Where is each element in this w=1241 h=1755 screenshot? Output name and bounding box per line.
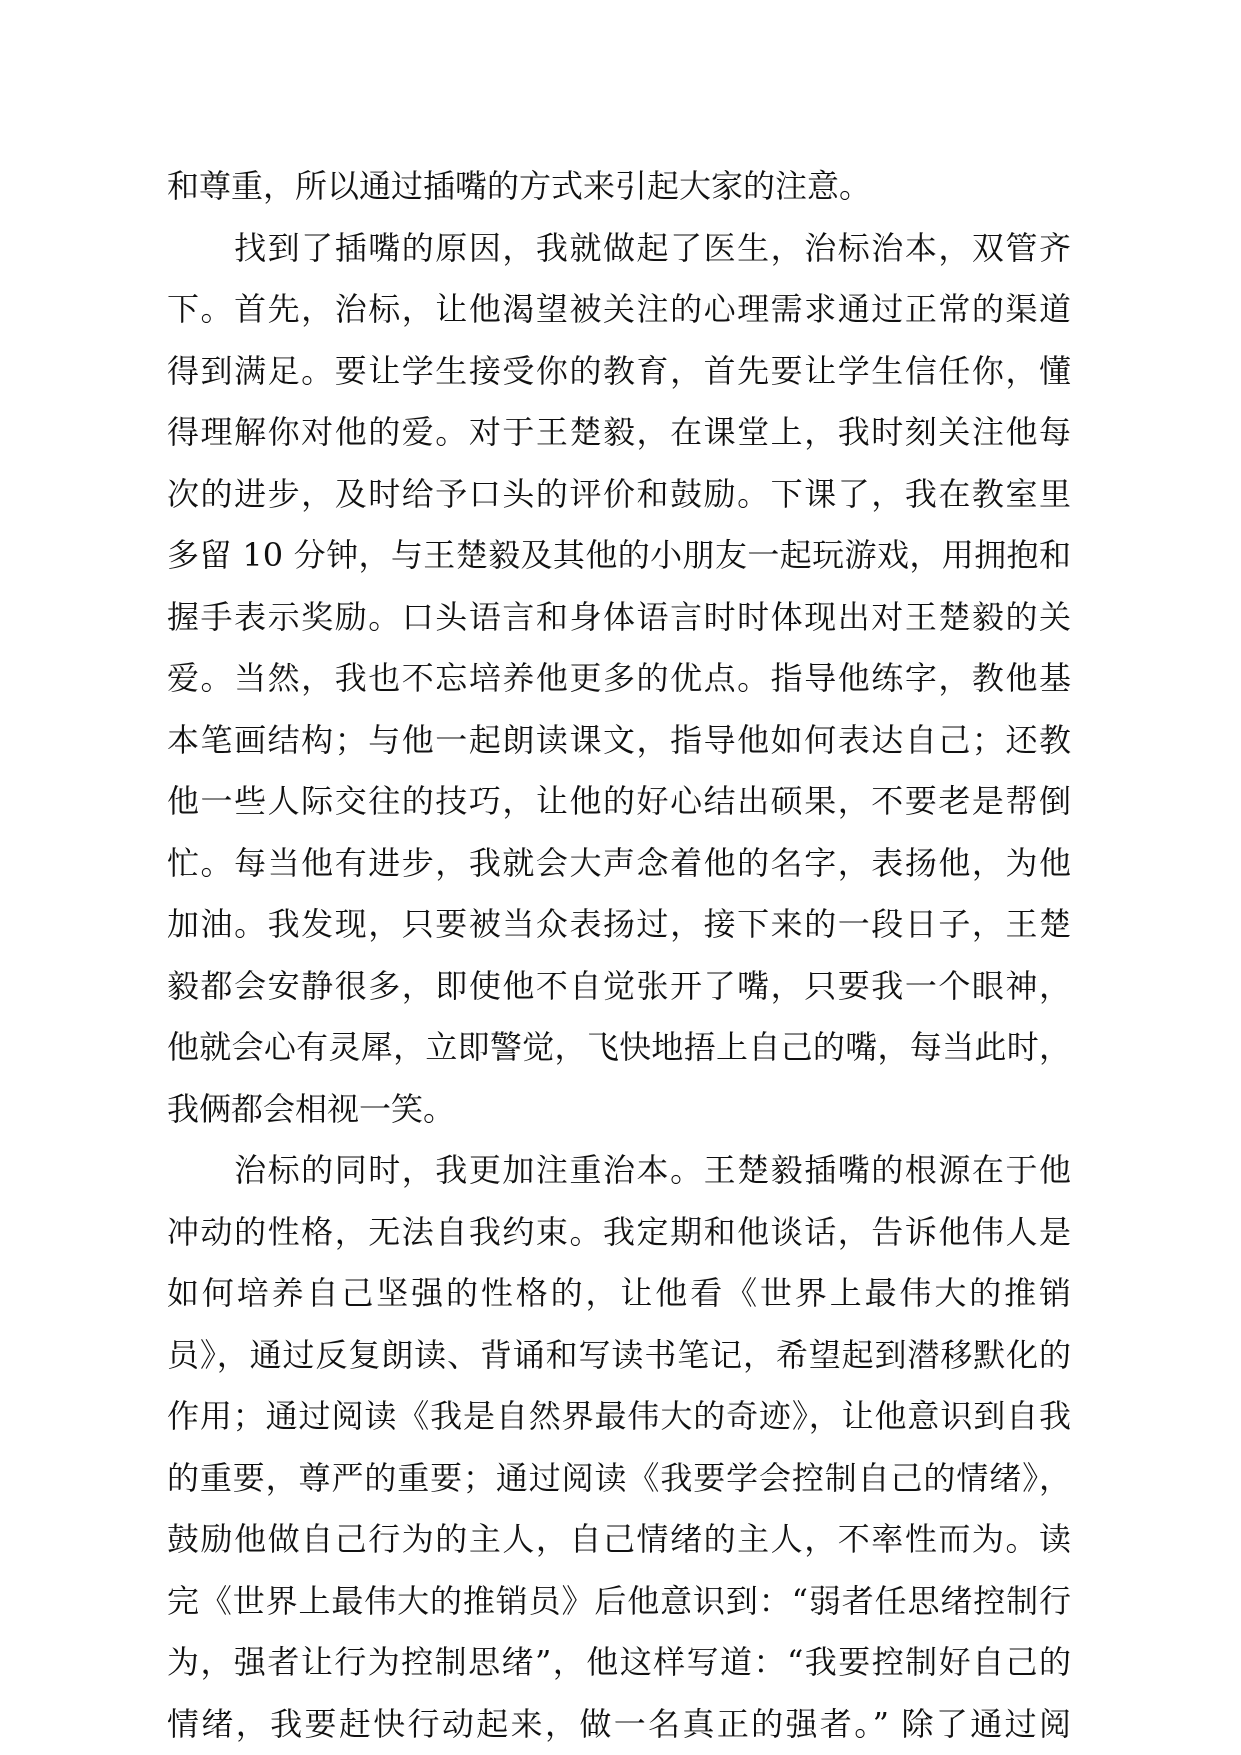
text-line: 得到满足。要让学生接受你的教育，首先要让学生信任你，懂 xyxy=(167,341,1071,403)
text-line: 爱。当然，我也不忘培养他更多的优点。指导他练字，教他基 xyxy=(167,648,1071,710)
body-text xyxy=(167,156,1071,1755)
text-line: 握手表示奖励。口头语言和身体语言时时体现出对王楚毅的关 xyxy=(167,587,1071,649)
text-line: 我俩都会相视一笑。 xyxy=(167,1079,1071,1141)
text-line: 治标的同时，我更加注重治本。王楚毅插嘴的根源在于他 xyxy=(167,1140,1071,1202)
text-line: 加油。我发现，只要被当众表扬过，接下来的一段日子，王楚 xyxy=(167,894,1071,956)
text-line: 的重要，尊严的重要；通过阅读《我要学会控制自己的情绪》， xyxy=(167,1448,1071,1510)
text-line: 作用；通过阅读《我是自然界最伟大的奇迹》，让他意识到自我 xyxy=(167,1386,1071,1448)
text-line: 多留 10 分钟，与王楚毅及其他的小朋友一起玩游戏，用拥抱和 xyxy=(167,525,1071,587)
text-line: 毅都会安静很多，即使他不自觉张开了嘴，只要我一个眼神， xyxy=(167,956,1071,1018)
text-line: 他就会心有灵犀，立即警觉，飞快地捂上自己的嘴，每当此时， xyxy=(167,1017,1071,1079)
text-line: 找到了插嘴的原因，我就做起了医生，治标治本，双管齐 xyxy=(167,218,1071,280)
text-line: 冲动的性格，无法自我约束。我定期和他谈话，告诉他伟人是 xyxy=(167,1202,1071,1264)
text-line: 下。首先，治标，让他渴望被关注的心理需求通过正常的渠道 xyxy=(167,279,1071,341)
text-line: 他一些人际交往的技巧，让他的好心结出硕果，不要老是帮倒 xyxy=(167,771,1071,833)
text-line: 忙。每当他有进步，我就会大声念着他的名字，表扬他，为他 xyxy=(167,833,1071,895)
text-line: 完《世界上最伟大的推销员》后他意识到：“弱者任思绪控制行 xyxy=(167,1571,1071,1633)
text-line: 和尊重，所以通过插嘴的方式来引起大家的注意。 xyxy=(167,156,1071,218)
text-line: 得理解你对他的爱。对于王楚毅，在课堂上，我时刻关注他每 xyxy=(167,402,1071,464)
text-line: 员》，通过反复朗读、背诵和写读书笔记，希望起到潜移默化的 xyxy=(167,1325,1071,1387)
text-line: 本笔画结构；与他一起朗读课文，指导他如何表达自己；还教 xyxy=(167,710,1071,772)
text-line: 鼓励他做自己行为的主人，自己情绪的主人，不率性而为。读 xyxy=(167,1509,1071,1571)
text-line: 为，强者让行为控制思绪”，他这样写道：“我要控制好自己的 xyxy=(167,1632,1071,1694)
text-line: 如何培养自己坚强的性格的，让他看《世界上最伟大的推销 xyxy=(167,1263,1071,1325)
text-line: 次的进步，及时给予口头的评价和鼓励。下课了，我在教室里 xyxy=(167,464,1071,526)
text-line: 情绪，我要赶快行动起来，做一名真正的强者。” 除了通过阅 xyxy=(167,1694,1071,1755)
